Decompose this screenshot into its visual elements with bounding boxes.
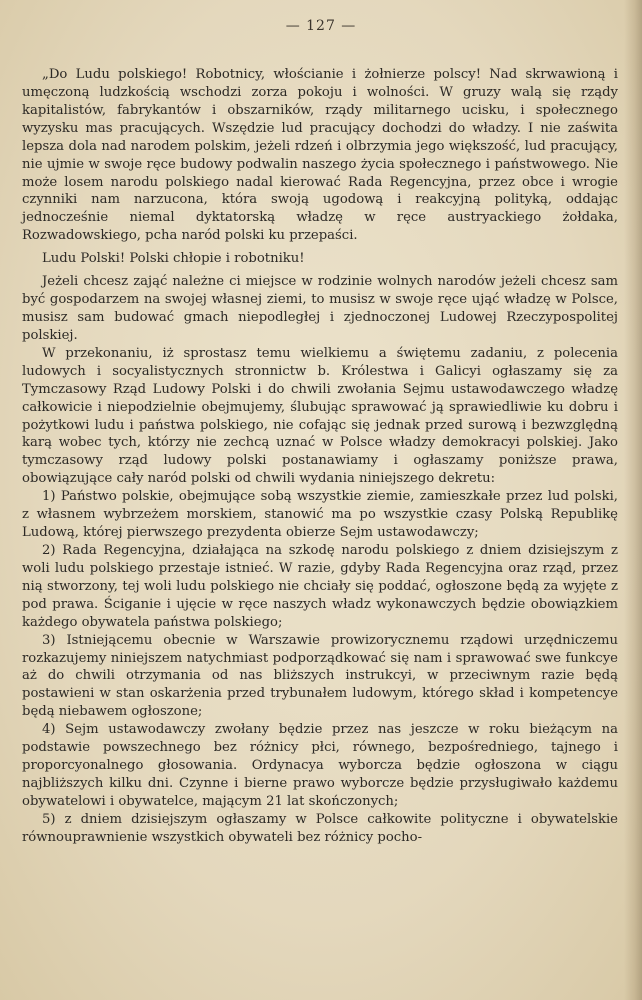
paragraph-decree-point-4: 4) Sejm ustawodawczy zwołany będzie przez nas jeszcze w roku bieżącym na podstawie powszechnego bez różnicy płci, równego, bezpośredniego, tajnego i proporcyonalnego głosowania. Ordynacya wyborcza będzie ogłoszona w ciągu najbliższych kilku dni. Czynne i bierne prawo wyborcze będzie przysługiwało każdemu obywatelowi i obywatelce, mającym 21 lat skończonych; bbox=[22, 722, 618, 809]
paragraph-declaration: W przekonaniu, iż sprostasz temu wielkiemu a świętemu zadaniu, z polecenia ludowych i socyalistycznych stronnictw b. Królestwa i Galicyi ogłaszamy się za Tymczasowy Rząd Ludowy Polski i do chwili zwołania Sejmu ustawodawczego władzę całkowicie i niepodzielnie obejmujemy, ślubując sprawować ją sprawiedliwie ku dobru i pożytkowi ludu i państwa polskiego, nie cofając się jednak przed surową i bezwzględną karą wobec tych, którzy nie zechcą uznać w Polsce władzy demokracyi polskiej. Jako tymczasowy rząd ludowy polski postanawiamy i ogłaszamy poniższe prawa, obowiązujące cały naród polski od chwili wydania niniejszego dekretu: bbox=[22, 345, 618, 487]
paragraph-proclamation-intro: „Do Ludu polskiego! Robotnicy, włościanie i żołnierze polscy! Nad skrwawioną i umęczoną ludzkością wschodzi zorza pokoju i wolności. W gruzy walą się rządy kapitalistów, fabrykantów i obszarników, rządy militarnego ucisku, i społecznego wyzysku mas pracujących. Wszędzie lud pracujący dochodzi do władzy. I nie zaświta lepsza dola nad narodem polskim, jeżeli rdzeń i olbrzymia jego większość, lud pracujący, nie ujmie w swoje ręce budowy podwalin naszego życia społecznego i państwowego. Nie może losem narodu polskiego nadal kierować Rada Regencyjna, przez obce i wrogie czynniki nam narzucona, która swoją ugodową i reakcyjną polityką, oddając jednocześnie niemal dyktatorską władzę w ręce austryackiego żołdaka, Rozwadowskiego, pcha naród polski ku przepaści. bbox=[22, 67, 618, 244]
paragraph-decree-point-2: 2) Rada Regencyjna, działająca na szkodę narodu polskiego z dniem dzisiejszym z woli ludu polskiego przestaje istnieć. W razie, gdyby Rada Regencyjna oraz rząd, przez nią stworzony, tej woli ludu polskiego nie chciały się poddać, ogłoszone będą za wyjęte z pod prawa. Ściganie i ujęcie w ręce naszych władz wykonawczych będzie obowiązkiem każdego obywatela państwa polskiego; bbox=[22, 542, 618, 630]
paragraph-decree-point-5: 5) z dniem dzisiejszym ogłaszamy w Polsce całkowite polityczne i obywatelskie równouprawnienie wszystkich obywateli bez różnicy pocho- bbox=[22, 811, 618, 845]
paragraph-decree-point-3: 3) Istniejącemu obecnie w Warszawie prowizorycznemu rządowi urzędniczemu rozkazujemy niniejszem natychmiast podporządkować się nam i sprawować swe funkcye aż do chwili otrzymania od nas bliższych instrukcyi, w przeciwnym razie będą postawieni w stan oskarżenia przed trybunałem ludowym, którego skład i kompetencye będą niebawem ogłoszone; bbox=[22, 632, 618, 720]
document-body bbox=[22, 66, 618, 847]
page-fold-shadow bbox=[624, 0, 642, 1000]
paragraph-appeal: Ludu Polski! Polski chłopie i robotniku! bbox=[42, 251, 305, 267]
paragraph-decree-point-1: 1) Państwo polskie, obejmujące sobą wszystkie ziemie, zamieszkałe przez lud polski, z własnem wybrzeżem morskiem, stanowić ma po wszystkie czasy Polską Republikę Ludową, której pierwszego prezydenta obierze Sejm ustawodawczy; bbox=[22, 489, 618, 541]
page-number: — 127 — bbox=[285, 18, 357, 34]
paragraph-call-to-action: Jeżeli chcesz zająć należne ci miejsce w rodzinie wolnych narodów jeżeli chcesz sam być gospodarzem na swojej własnej ziemi, to musisz w swoje ręce ująć władzę w Polsce, musisz sam budować gmach niepodległej i zjednoczonej Ludowej Rzeczypospolitej polskiej. bbox=[22, 274, 618, 343]
